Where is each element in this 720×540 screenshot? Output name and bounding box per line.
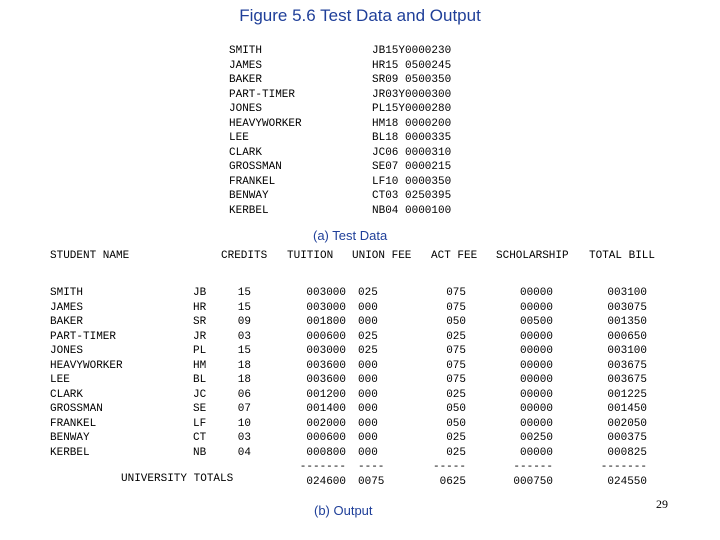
row-name: GROSSMAN [50, 403, 103, 415]
row-total: 003675 [607, 359, 647, 372]
row-credits: 15 [237, 345, 251, 357]
test-data-record: SR09 0500350 [372, 74, 452, 86]
row-total: 003100 [607, 287, 647, 299]
header-student-name: STUDENT NAME [50, 250, 130, 262]
row-act: 050 [446, 417, 466, 430]
row-total: 000375 [607, 432, 647, 444]
row-tuition: 001800 [306, 316, 346, 328]
row-name: BENWAY [50, 432, 90, 444]
row-name: CLARK [50, 388, 84, 401]
total-union: 0075 [358, 475, 385, 488]
row-code: HM [193, 359, 207, 372]
total-scholarship: 000750 [513, 475, 553, 488]
row-scholarship: 00000 [519, 301, 553, 314]
row-code: SE [193, 403, 207, 415]
row-credits: 04 [237, 446, 251, 459]
row-union: 000 [358, 446, 378, 459]
row-credits: 15 [237, 287, 251, 299]
test-data-name: GROSSMAN [229, 161, 282, 173]
row-total: 000825 [607, 446, 647, 459]
row-name: KERBEL [50, 446, 90, 459]
test-data-record: JB15Y0000230 [372, 45, 452, 57]
row-credits: 06 [237, 388, 251, 401]
row-scholarship: 00000 [519, 388, 553, 401]
row-credits: 18 [237, 374, 251, 386]
output-union-column [358, 286, 384, 489]
row-name: LEE [50, 374, 70, 386]
row-code: HR [193, 301, 207, 314]
row-tuition: 000800 [306, 446, 346, 459]
test-data-name: FRANKEL [229, 175, 276, 188]
row-act: 025 [446, 446, 466, 459]
test-data-names [229, 44, 302, 218]
row-act: 075 [446, 359, 466, 372]
test-data-name: JAMES [229, 59, 263, 72]
row-total: 003075 [607, 301, 647, 314]
test-data-record: PL15Y0000280 [372, 103, 452, 115]
header-union-fee: UNION FEE [352, 250, 412, 262]
row-credits: 15 [237, 301, 251, 314]
row-code: BL [193, 374, 207, 386]
row-act: 050 [446, 403, 466, 415]
test-data-name: CLARK [229, 146, 263, 159]
row-union: 000 [358, 316, 378, 328]
row-scholarship: 00000 [519, 330, 553, 343]
row-act: 025 [446, 330, 466, 343]
separator-total: ------- [600, 461, 647, 473]
test-data-record: JR03Y0000300 [372, 88, 452, 101]
row-act: 075 [446, 287, 466, 299]
figure-title: Figure 5.6 Test Data and Output [239, 6, 481, 25]
test-data-record: JC06 0000310 [372, 146, 452, 159]
header-act-fee: ACT FEE [431, 250, 478, 262]
test-data-record: BL18 0000335 [372, 132, 452, 144]
row-credits: 09 [237, 316, 251, 328]
row-union: 000 [358, 403, 378, 415]
row-act: 075 [446, 345, 466, 357]
row-tuition: 003000 [306, 287, 346, 299]
separator-scholarship: ------ [513, 461, 553, 473]
row-credits: 03 [237, 330, 251, 343]
row-union: 000 [358, 388, 378, 401]
output-code-column [193, 286, 206, 460]
test-data-record: HM18 0000200 [372, 117, 452, 130]
row-scholarship: 00000 [519, 287, 553, 299]
row-name: JAMES [50, 301, 84, 314]
header-tuition: TUITION [287, 250, 334, 262]
row-credits: 03 [237, 432, 251, 444]
row-name: HEAVYWORKER [50, 359, 123, 372]
row-code: JC [193, 388, 207, 401]
header-total-bill: TOTAL BILL [589, 250, 656, 262]
row-name: PART-TIMER [50, 330, 117, 343]
test-data-name: PART-TIMER [229, 88, 296, 101]
header-credits: CREDITS [221, 250, 268, 262]
row-tuition: 000600 [306, 432, 346, 444]
separator-act: ----- [432, 461, 466, 473]
test-data-name: LEE [229, 132, 249, 144]
row-credits: 07 [237, 403, 251, 415]
test-data-record: CT03 0250395 [372, 190, 452, 202]
row-union: 000 [358, 374, 378, 386]
totals-label: UNIVERSITY TOTALS [121, 473, 234, 485]
row-tuition: 001200 [306, 388, 346, 401]
row-union: 025 [358, 287, 378, 299]
row-union: 025 [358, 330, 378, 343]
row-union: 000 [358, 432, 378, 444]
row-scholarship: 00000 [519, 417, 553, 430]
row-code: CT [193, 432, 207, 444]
total-total: 024550 [607, 475, 647, 488]
row-name: JONES [50, 345, 84, 357]
test-data-record: LF10 0000350 [372, 175, 452, 188]
row-total: 001225 [607, 388, 647, 401]
output-scholarship-column [508, 286, 553, 489]
row-name: BAKER [50, 316, 84, 328]
row-credits: 18 [237, 359, 251, 372]
row-total: 002050 [607, 417, 647, 430]
row-total: 001450 [607, 403, 647, 415]
row-scholarship: 00000 [519, 446, 553, 459]
test-data-record: SE07 0000215 [372, 161, 452, 173]
row-union: 000 [358, 359, 378, 372]
row-credits: 10 [237, 417, 251, 430]
row-union: 025 [358, 345, 378, 357]
row-union: 000 [358, 417, 378, 430]
test-data-name: SMITH [229, 45, 263, 57]
row-act: 025 [446, 388, 466, 401]
row-code: SR [193, 316, 207, 328]
header-scholarship: SCHOLARSHIP [496, 250, 569, 262]
test-data-name: BENWAY [229, 190, 269, 202]
total-act: 0625 [439, 475, 466, 488]
row-act: 075 [446, 374, 466, 386]
output-act-column [428, 286, 466, 489]
output-name-column [50, 286, 123, 460]
row-name: FRANKEL [50, 417, 97, 430]
test-data-record: NB04 0000100 [372, 204, 452, 217]
separator-tuition: ------- [299, 461, 346, 473]
row-scholarship: 00000 [519, 403, 553, 415]
row-scholarship: 00250 [519, 432, 553, 444]
row-code: JR [193, 330, 207, 343]
row-tuition: 002000 [306, 417, 346, 430]
test-data-name: HEAVYWORKER [229, 117, 302, 130]
test-data-records [372, 44, 451, 218]
test-data-name: BAKER [229, 74, 263, 86]
output-credits-column [230, 286, 251, 460]
row-code: JB [193, 287, 207, 299]
row-total: 003675 [607, 374, 647, 386]
row-tuition: 003600 [306, 359, 346, 372]
row-code: PL [193, 345, 207, 357]
row-union: 000 [358, 301, 378, 314]
row-name: SMITH [50, 287, 84, 299]
row-code: NB [193, 446, 207, 459]
row-scholarship: 00000 [519, 374, 553, 386]
test-data-caption: (a) Test Data [313, 228, 388, 243]
row-tuition: 001400 [306, 403, 346, 415]
row-scholarship: 00500 [519, 316, 553, 328]
separator-union: ---- [358, 461, 385, 473]
row-tuition: 003000 [306, 345, 346, 357]
row-scholarship: 00000 [519, 345, 553, 357]
row-total: 000650 [607, 330, 647, 343]
row-tuition: 000600 [306, 330, 346, 343]
row-act: 025 [446, 432, 466, 444]
test-data-record: HR15 0500245 [372, 59, 452, 72]
row-act: 075 [446, 301, 466, 314]
row-scholarship: 00000 [519, 359, 553, 372]
test-data-name: JONES [229, 103, 263, 115]
page-number: 29 [656, 497, 668, 511]
output-total-column [596, 286, 647, 489]
row-act: 050 [446, 316, 466, 328]
output-tuition-column [296, 286, 346, 489]
test-data-name: KERBEL [229, 204, 269, 217]
row-tuition: 003600 [306, 374, 346, 386]
total-tuition: 024600 [306, 475, 346, 488]
output-caption: (b) Output [314, 503, 373, 518]
row-code: LF [193, 417, 207, 430]
row-total: 001350 [607, 316, 647, 328]
row-tuition: 003000 [306, 301, 346, 314]
row-total: 003100 [607, 345, 647, 357]
